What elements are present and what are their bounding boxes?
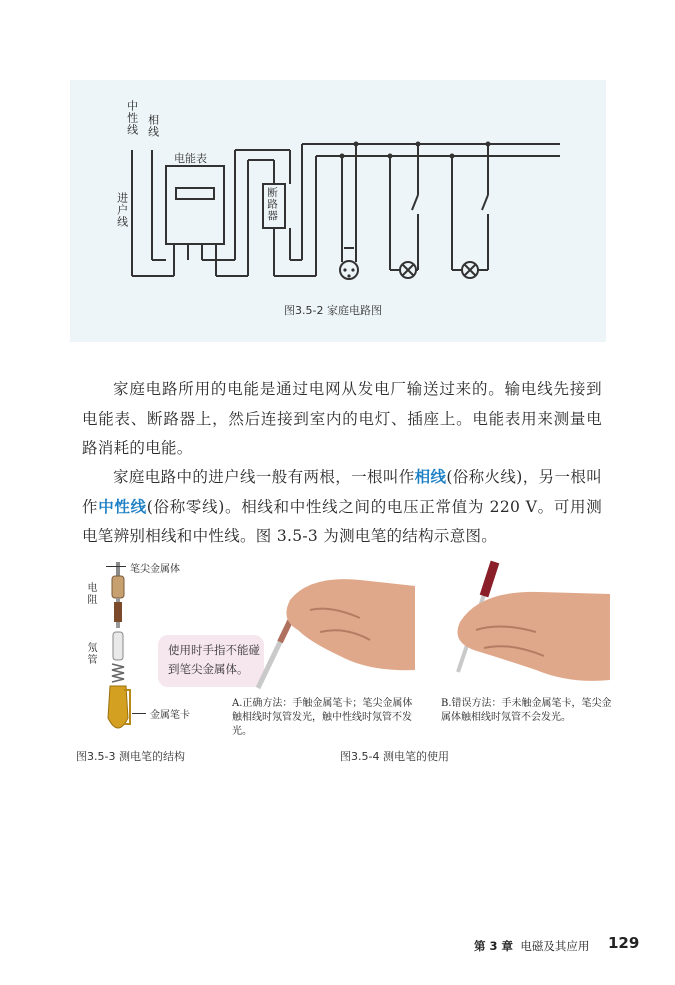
correct-method-caption: A.正确方法：手触金属笔卡；笔尖金属体触相线时氖管发光，触中性线时氖管不发光。 — [232, 698, 413, 737]
neon-tube-label: 氖管 — [85, 642, 96, 666]
neutral-line-label: 中性线 — [125, 100, 139, 136]
chapter-number: 第 3 章 — [474, 939, 514, 953]
wrong-method-caption: B.错误方法：手未触金属笔卡，笔尖金属体触相线时氖管不会发光。 — [441, 698, 612, 723]
incoming-line-label: 进户线 — [115, 192, 129, 228]
footer-chapter — [474, 938, 589, 954]
page-number: 129 — [608, 934, 640, 952]
meter-label: 电能表 — [174, 152, 207, 165]
warning-callout: 使用时手指不能碰到笔尖金属体。 — [158, 635, 264, 687]
clip-pointer-line — [132, 713, 146, 714]
paragraph-2-part-c: (俗称零线)。相线和中性线之间的电压正常值为 220 V。可用测电笔辨别相线和中性线。图 3.5-3 为测电笔的结构示意图。 — [82, 497, 603, 545]
breaker-label: 断路器 — [266, 187, 279, 222]
figure-caption-3-5-4: 图3.5-4 测电笔的使用 — [340, 750, 449, 763]
chapter-title: 电磁及其应用 — [520, 939, 590, 953]
metal-clip-label: 金属笔卡 — [150, 710, 190, 721]
test-pen-structure-drawing — [90, 560, 150, 745]
wrong-method-photo — [440, 560, 610, 695]
circuit-figure — [70, 80, 606, 342]
figure-caption-3-5-3: 图3.5-3 测电笔的结构 — [76, 750, 185, 763]
paragraph-2-part-a: 家庭电路中的进户线一般有两根，一根叫作 — [113, 468, 415, 486]
resistor-label: 电阻 — [85, 582, 96, 606]
correct-method-photo — [250, 560, 415, 695]
figure-caption-3-5-2: 图3.5-2 家庭电路图 — [284, 304, 382, 317]
term-neutral-line: 中性线 — [98, 497, 147, 516]
paragraph-1: 家庭电路所用的电能是通过电网从发电厂输送过来的。输电线先接到电能表、断路器上，然后连接到室内的电灯、插座上。电能表用来测量电路消耗的电能。 — [82, 380, 602, 457]
paragraph-2 — [82, 463, 602, 552]
tip-pointer-line — [106, 566, 126, 567]
live-line-label: 相线 — [146, 114, 160, 138]
term-live-line: 相线 — [414, 468, 447, 486]
pen-tip-label: 笔尖金属体 — [130, 564, 180, 575]
paragraph-2-part-b: (俗称火线)，另一根叫作 — [82, 468, 602, 516]
